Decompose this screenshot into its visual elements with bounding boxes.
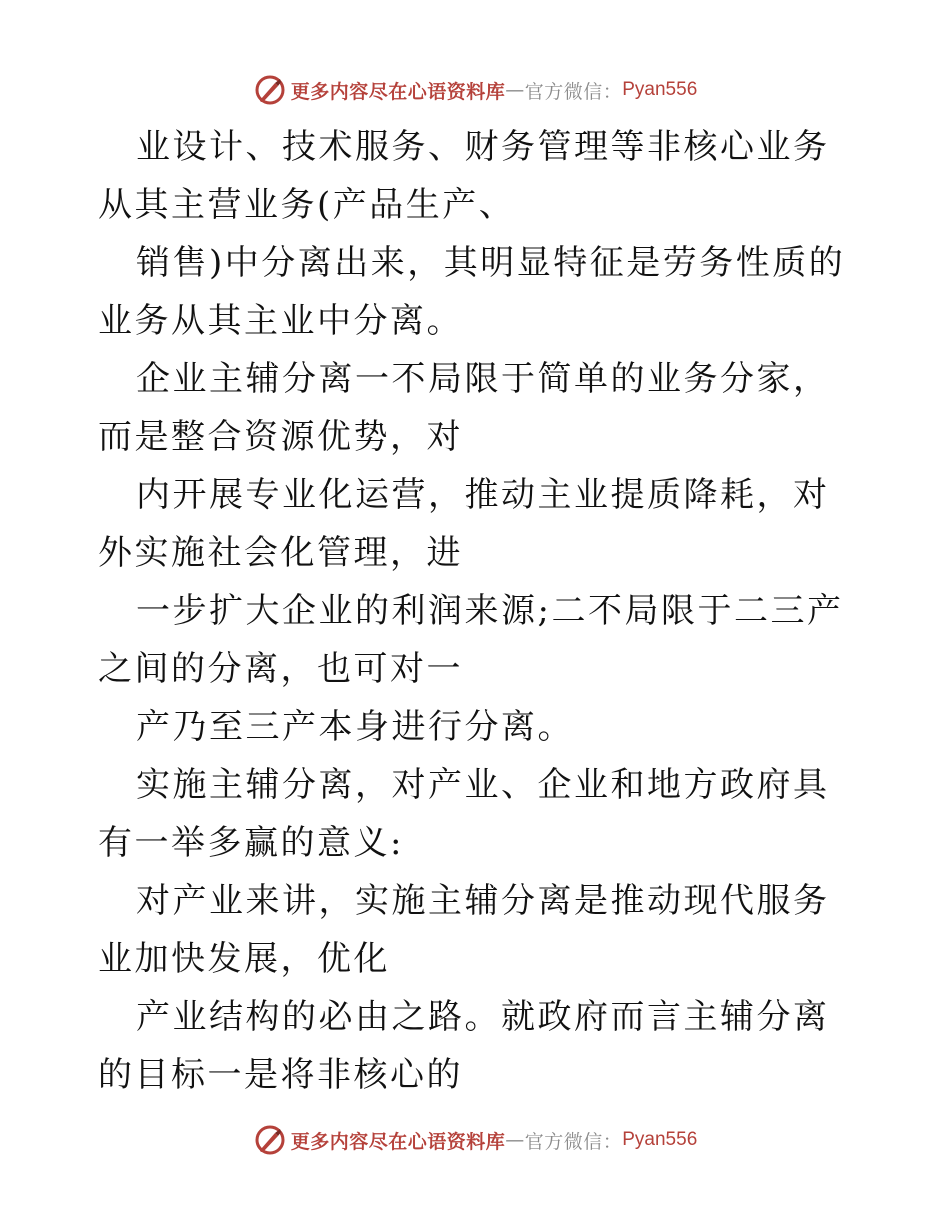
paragraph: 销售)中分离出来，其明显特征是劳务性质的业务从其主业中分离。 [98,243,846,341]
pen-logo-icon [253,1123,287,1157]
document-body [98,118,858,1104]
paragraph: 业设计、技术服务、财务管理等非核心业务从其主营业务(产品生产、 [98,127,830,225]
footer-site-text: 更多内容尽在心语资料库 [290,1130,506,1153]
paragraph: 产业结构的必由之路。就政府而言主辅分离的目标一是将非核心的 [98,997,830,1095]
header-wechat-id: Pyan556 [622,79,698,100]
paragraph: 产乃至三产本身进行分离。 [136,707,574,747]
header-wechat-label: 官方微信： [524,80,623,103]
paragraph: 企业主辅分离一不局限于简单的业务分家，而是整合资源优势，对 [98,359,830,457]
paragraph: 一步扩大企业的利润来源;二不局限于二三产之间的分离，也可对一 [98,591,844,689]
header-dash: — [505,79,525,101]
header-banner [0,70,950,110]
footer-banner [0,1120,950,1160]
paragraph: 内开展专业化运营，推动主业提质降耗，对外实施社会化管理，进 [98,475,830,573]
pen-logo-icon [253,73,287,107]
header-site-text: 更多内容尽在心语资料库 [290,80,506,103]
footer-dash: — [505,1129,525,1151]
footer-wechat-label: 官方微信： [524,1130,623,1153]
paragraph: 实施主辅分离，对产业、企业和地方政府具有一举多赢的意义: [98,765,830,863]
footer-wechat-id: Pyan556 [622,1129,698,1150]
paragraph: 对产业来讲，实施主辅分离是推动现代服务业加快发展，优化 [98,881,830,979]
